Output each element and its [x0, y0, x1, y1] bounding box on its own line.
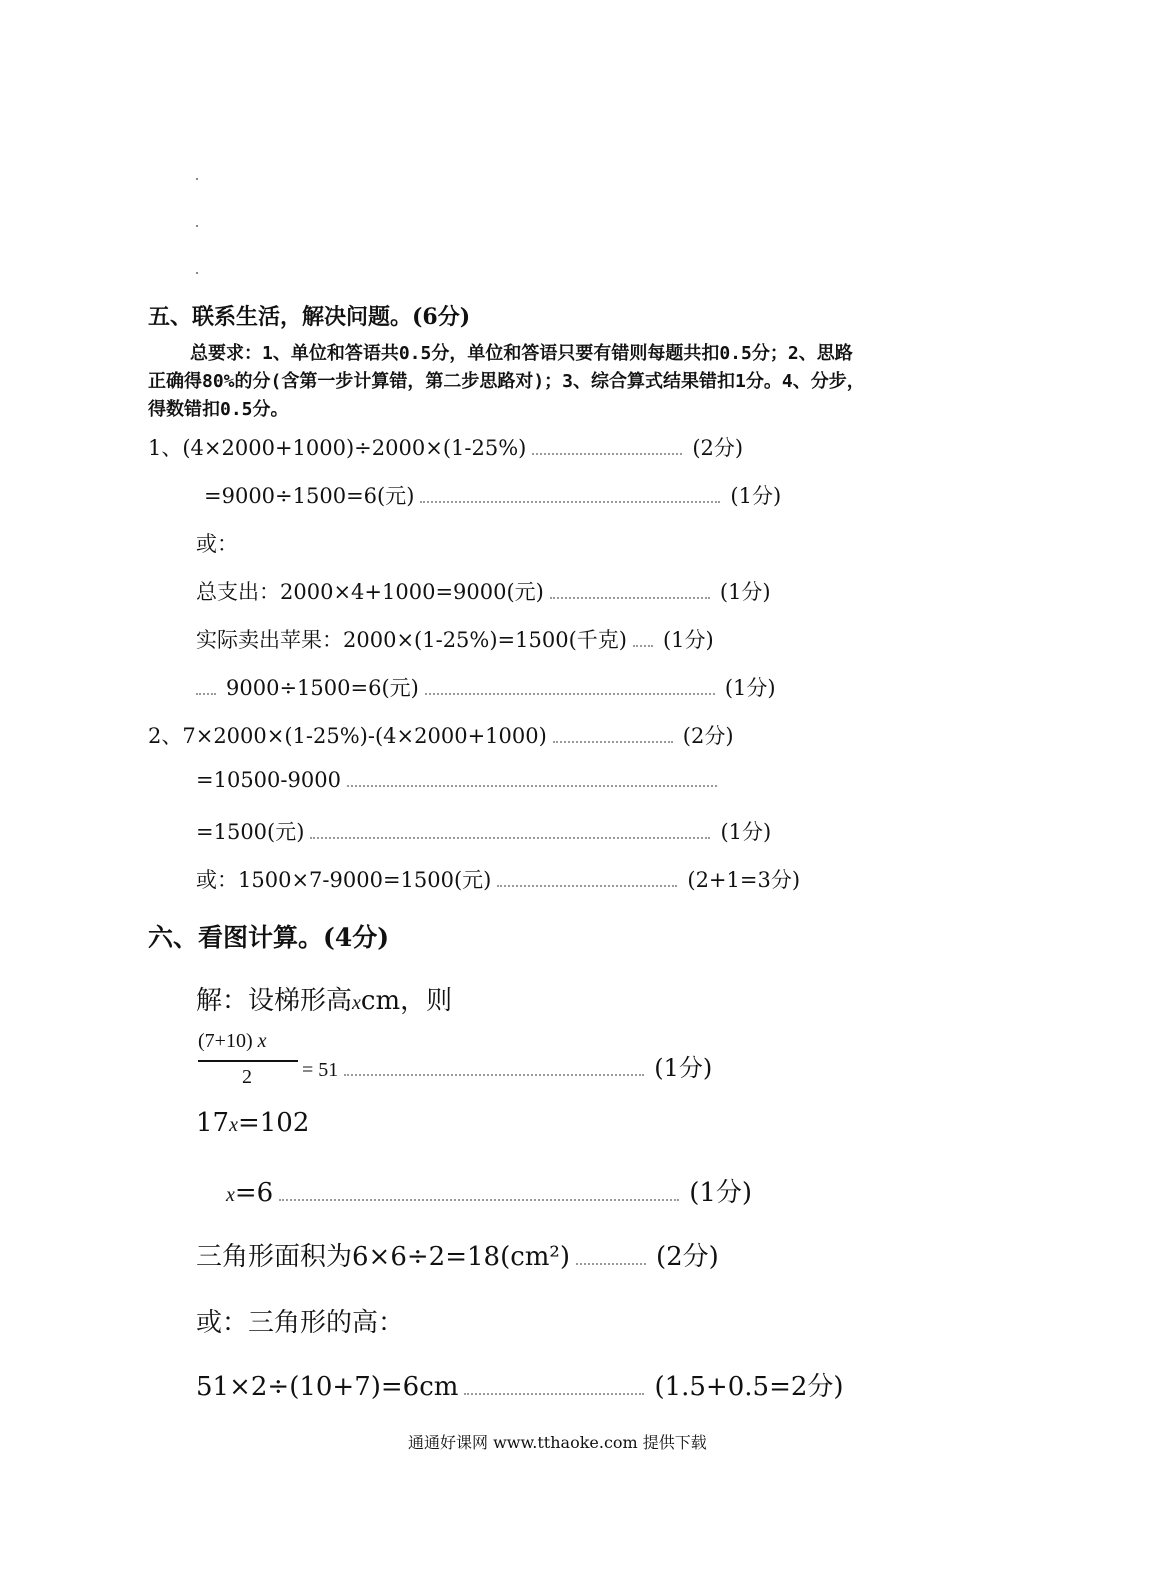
q1-alt-line2 [196, 624, 714, 654]
fraction-denominator: 2 [242, 1066, 252, 1088]
s6-step3 [226, 1172, 752, 1209]
s6-alt-title: 或：三角形的高： [196, 1308, 405, 1338]
dot-leader [279, 1185, 679, 1201]
q2-line1 [148, 720, 734, 750]
variable-x: x [352, 992, 361, 1014]
q1-alt-line3 [196, 672, 776, 702]
stray-mark [196, 225, 198, 227]
scoring-note [148, 340, 1008, 424]
alt-calc-points: (1.5+0.5=2分) [654, 1372, 844, 1402]
fraction-points: (1分) [654, 1054, 713, 1082]
fraction-rest [302, 1048, 712, 1083]
dot-leader [420, 487, 720, 503]
note-line-1: 总要求：1、单位和答语共0.5分，单位和答语只要有错则每题共扣0.5分；2、思路 [190, 343, 853, 364]
note-line-3: 得数错扣0.5分。 [148, 399, 289, 420]
dot-leader [344, 1060, 644, 1076]
dot-leader [532, 439, 682, 455]
dot-leader [196, 679, 216, 695]
dot-leader [633, 631, 653, 647]
stray-mark [196, 178, 198, 180]
q1-alt1-text: 总支出：2000×4+1000=9000(元) [196, 580, 544, 604]
s6-step2 [196, 1108, 309, 1138]
q1-alt2-points: (1分) [662, 628, 714, 652]
stray-mark [196, 272, 198, 274]
section6-title: 六、看图计算。(4分) [148, 923, 390, 952]
q2-line3 [196, 816, 771, 846]
s6-alt-calc [196, 1366, 844, 1403]
q1-expression: 1、(4×2000+1000)÷2000×(1-25%) [148, 436, 527, 460]
dot-leader [497, 871, 677, 887]
fraction-bar [198, 1060, 298, 1062]
s6-step3-points: (1分) [689, 1178, 753, 1208]
s6-triangle-area [196, 1236, 719, 1273]
q1-result-points: (1分) [730, 484, 782, 508]
q2-step: =10500-9000 [196, 768, 341, 792]
fraction-numerator: (7+10) x [198, 1030, 267, 1052]
alt-calc-text: 51×2÷(10+7)=6cm [196, 1372, 459, 1402]
fraction-result: = 51 [302, 1059, 339, 1081]
q2-expression: 2、7×2000×(1-25%)-(4×2000+1000) [148, 724, 547, 748]
q1-alt3-text: 9000÷1500=6(元) [226, 676, 419, 700]
triangle-area-text: 三角形面积为6×6÷2=18(cm²) [196, 1242, 570, 1272]
q2-result: =1500(元) [196, 820, 305, 844]
q1-alt3-points: (1分) [724, 676, 776, 700]
s6-step3-value: =6 [234, 1178, 274, 1208]
s6-intro-suffix: cm，则 [360, 986, 453, 1016]
q1-alt1-points: (1分) [719, 580, 771, 604]
footer-credit: 通通好课网 www.tthaoke.com 提供下载 [408, 1433, 707, 1452]
dot-leader [553, 727, 673, 743]
s6-intro-prefix: 解：设梯形高 [196, 986, 353, 1016]
q2-line2 [196, 768, 727, 792]
variable-x: x [226, 1184, 235, 1206]
variable-x: x [229, 1114, 238, 1136]
q2-alt [196, 864, 800, 894]
q1-or: 或： [196, 532, 238, 556]
s6-step2-coef: 17 [196, 1108, 230, 1138]
note-line-2: 正确得80%的分(含第一步计算错，第二步思路对)；3、综合算式结果错扣1分。4、分步， [148, 371, 865, 392]
q1-alt-line1 [196, 576, 771, 606]
q1-result: =9000÷1500=6(元) [204, 484, 415, 508]
s6-step2-value: =102 [237, 1108, 310, 1138]
dot-leader [310, 823, 710, 839]
q2-alt-text: 或：1500×7-9000=1500(元) [196, 868, 492, 892]
q1-line1 [148, 432, 743, 462]
q1-points: (2分) [692, 436, 744, 460]
q2-result-points: (1分) [720, 820, 772, 844]
q2-points: (2分) [682, 724, 734, 748]
section5-title: 五、联系生活，解决问题。(6分) [148, 304, 471, 330]
dot-leader [347, 771, 717, 787]
q1-alt2-text: 实际卖出苹果：2000×(1-25%)=1500(千克) [196, 628, 627, 652]
dot-leader [425, 679, 715, 695]
q2-alt-points: (2+1=3分) [687, 868, 801, 892]
dot-leader [576, 1249, 646, 1265]
q1-line2 [204, 480, 781, 510]
s6-intro [196, 980, 452, 1017]
triangle-area-points: (2分) [656, 1242, 719, 1272]
dot-leader [464, 1379, 644, 1395]
dot-leader [550, 583, 710, 599]
